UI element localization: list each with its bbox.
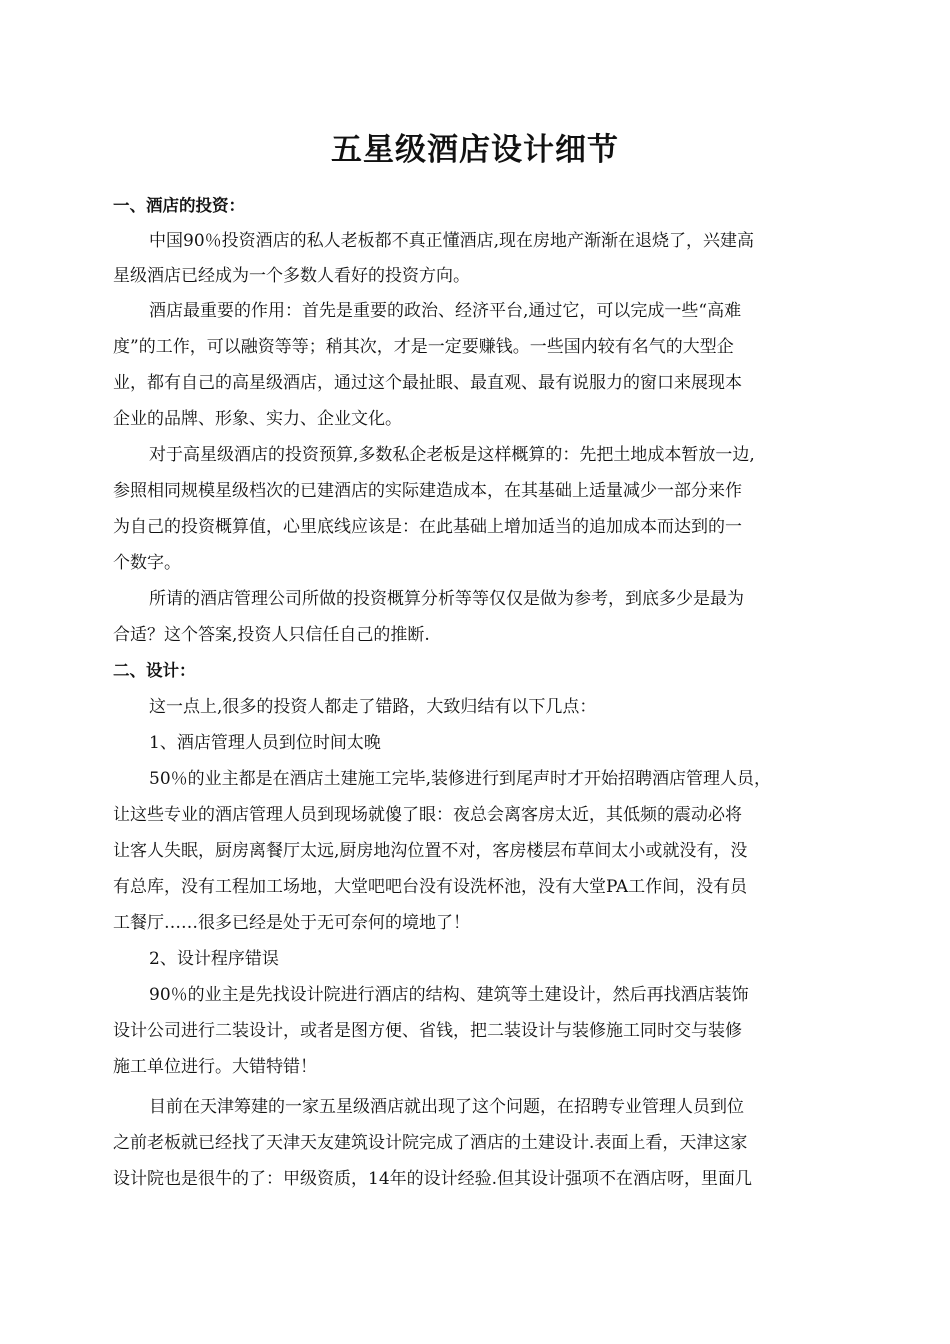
paragraph-line: 酒店最重要的作用：首先是重要的政治、经济平台,通过它，可以完成一些“高难 (149, 301, 742, 321)
paragraph-line: 个数字。 (113, 553, 181, 573)
paragraph-line: 设计公司进行二装设计，或者是图方便、省钱，把二装设计与装修施工同时交与装修 (113, 1021, 742, 1041)
section-heading-design: 二、设计： (113, 661, 196, 680)
paragraph-line: 工餐厅……很多已经是处于无可奈何的境地了！ (113, 913, 470, 933)
section-heading-investment: 一、酒店的投资： (113, 196, 245, 215)
paragraph-line: 企业的品牌、形象、实力、企业文化。 (113, 409, 402, 429)
paragraph-line: 中国90％投资酒店的私人老板都不真正懂酒店,现在房地产渐渐在退烧了，兴建高 (149, 231, 755, 251)
paragraph-line: 让这些专业的酒店管理人员到现场就傻了眼：夜总会离客房太近，其低频的震动必将 (113, 805, 742, 825)
paragraph-line: 度”的工作，可以融资等等；稍其次，才是一定要赚钱。一些国内较有名气的大型企 (113, 337, 734, 357)
list-item-heading: 1、酒店管理人员到位时间太晚 (149, 733, 381, 753)
paragraph-line: 合适？这个答案,投资人只信任自己的推断. (113, 625, 430, 645)
list-item-heading: 2、设计程序错误 (149, 949, 279, 969)
document-title: 五星级酒店设计细节 (331, 132, 619, 168)
paragraph-line: 所请的酒店管理公司所做的投资概算分析等等仅仅是做为参考，到底多少是最为 (149, 589, 744, 609)
paragraph-line: 业，都有自己的高星级酒店，通过这个最扯眼、最直观、最有说服力的窗口来展现本 (113, 373, 742, 393)
paragraph-line: 对于高星级酒店的投资预算,多数私企老板是这样概算的：先把土地成本暂放一边, (149, 445, 755, 465)
paragraph-line: 90％的业主是先找设计院进行酒店的结构、建筑等土建设计，然后再找酒店装饰 (149, 985, 749, 1005)
paragraph-line: 参照相同规模星级档次的已建酒店的实际建造成本，在其基础上适量减少一部分来作 (113, 481, 742, 501)
paragraph-line: 设计院也是很牛的了：甲级资质，14年的设计经验.但其设计强项不在酒店呀，里面几 (113, 1169, 753, 1189)
paragraph-line: 为自己的投资概算值，心里底线应该是：在此基础上增加适当的追加成本而达到的一 (113, 517, 742, 537)
paragraph-line: 目前在天津筹建的一家五星级酒店就出现了这个问题，在招聘专业管理人员到位 (149, 1097, 744, 1117)
paragraph-line: 让客人失眠，厨房离餐厅太远,厨房地沟位置不对，客房楼层布草间太小或就没有，没 (113, 841, 748, 861)
paragraph-line: 施工单位进行。大错特错！ (113, 1057, 317, 1077)
paragraph-line: 有总库，没有工程加工场地，大堂吧吧台没有设洗杯池，没有大堂PA工作间，没有员 (113, 877, 748, 897)
paragraph-line: 星级酒店已经成为一个多数人看好的投资方向。 (113, 266, 470, 286)
paragraph-line: 这一点上,很多的投资人都走了错路，大致归结有以下几点： (149, 697, 597, 717)
paragraph-line: 50％的业主都是在酒店土建施工完毕,装修进行到尾声时才开始招聘酒店管理人员， (149, 769, 772, 789)
paragraph-line: 之前老板就已经找了天津天友建筑设计院完成了酒店的土建设计.表面上看，天津这家 (113, 1133, 748, 1153)
